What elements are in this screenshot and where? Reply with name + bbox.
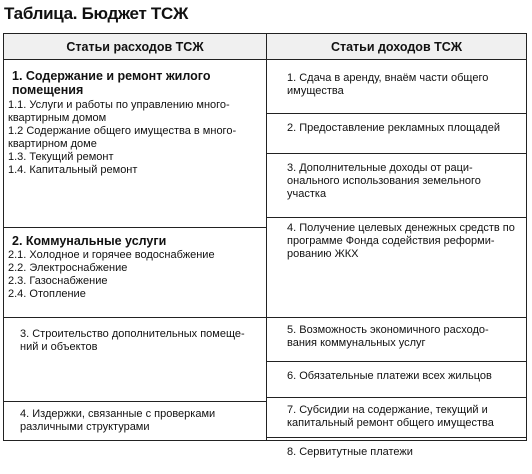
expense-text: 4. Издержки, связанные с проверками различными структурами — [20, 408, 216, 433]
income-text: 8. Сервитутные платежи — [287, 446, 413, 458]
income-text: 3. Дополнительные доходы от раци-онального использования земельного участка — [287, 162, 481, 200]
expense-item: 1.1. Услуги и работы по управлению много-квартирным домом — [8, 99, 230, 124]
expenses-column — [4, 34, 267, 440]
income-header: Статьи доходов ТСЖ — [267, 34, 526, 60]
income-item-2 — [267, 114, 526, 154]
income-item-6 — [267, 362, 526, 398]
expenses-header: Статьи расходов ТСЖ — [4, 34, 266, 60]
expense-item: 2.3. Газоснабжение — [8, 275, 108, 287]
income-column — [267, 34, 526, 458]
income-item-5 — [267, 318, 526, 362]
budget-table — [3, 33, 527, 458]
expense-section-4 — [4, 402, 266, 442]
expense-item: 1.4. Капитальный ремонт — [8, 164, 138, 176]
expense-item: 1.3. Текущий ремонт — [8, 151, 114, 163]
expense-item: 2.1. Холодное и горячее водоснабжение — [8, 249, 215, 261]
income-item-8 — [267, 438, 526, 474]
income-item-3 — [267, 154, 526, 218]
expense-section-3 — [4, 318, 266, 402]
expense-section-1 — [4, 60, 266, 228]
expense-section-title: 1. Содержание и ремонт жилого помещения — [12, 69, 211, 97]
income-text: 4. Получение целевых денежных средств по программе Фонда содействия реформи-рованию ЖКХ — [287, 222, 515, 260]
expense-item: 2.4. Отопление — [8, 288, 86, 300]
income-text: 1. Сдача в аренду, внаём части общего имущества — [287, 72, 489, 97]
income-item-4 — [267, 218, 526, 318]
expense-item: 2.2. Электроснабжение — [8, 262, 128, 274]
expense-section-2 — [4, 228, 266, 318]
income-text: 5. Возможность экономичного расходо-вания коммунальных услуг — [287, 324, 489, 349]
income-item-1 — [267, 60, 526, 114]
income-text: 2. Предоставление рекламных площадей — [287, 122, 500, 134]
expense-section-title: 2. Коммунальные услуги — [12, 234, 167, 248]
expense-item: 1.2 Содержание общего имущества в много-квартирном доме — [8, 125, 237, 150]
income-text: 6. Обязательные платежи всех жильцов — [287, 370, 492, 382]
income-text: 7. Субсидии на содержание, текущий и капитальный ремонт общего имущества — [287, 404, 494, 429]
page-title: Таблица. Бюджет ТСЖ — [4, 4, 189, 23]
income-item-7 — [267, 398, 526, 438]
expense-text: 3. Строительство дополнительных помеще-ний и объектов — [20, 328, 245, 353]
